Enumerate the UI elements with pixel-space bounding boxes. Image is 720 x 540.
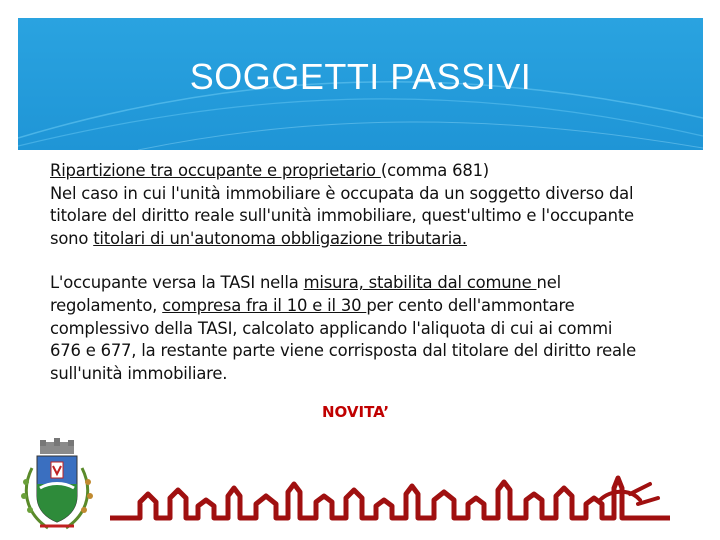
para2-line3: complessivo della TASI, calcolato applicando l'aliquota di cui ai commi [50,318,613,338]
town-skyline-icon [110,470,670,530]
para1-heading: Ripartizione tra occupante e proprietario [50,161,381,180]
para2-line2: regolamento, compresa fra il 10 e il 30 per cento dell'ammontare [50,295,575,315]
coat-of-arms-icon [10,438,105,534]
para1-line4: sono titolari di un'autonoma obbligazione tributaria. [50,228,467,248]
para1-line1: Ripartizione tra occupante e proprietario (comma 681) [50,161,489,180]
para2-line1: L'occupante versa la TASI nella misura, stabilita dal comune nel [50,273,561,293]
para2-line5: sull'unità immobiliare. [50,363,228,383]
para2-line4: 676 e 677, la restante parte viene corrisposta dal titolare del diritto reale [50,341,637,361]
title-banner [18,18,703,150]
novita-label: NOVITA’ [322,403,390,421]
para1-line2: Nel caso in cui l'unità immobiliare è occupata da un soggetto diverso dal [50,183,634,203]
para1-line3: titolare del diritto reale sull'unità immobiliare, quest'ultimo e l'occupante [50,206,634,226]
slide-body [50,160,690,385]
page-title: SOGGETTI PASSIVI [189,56,532,97]
